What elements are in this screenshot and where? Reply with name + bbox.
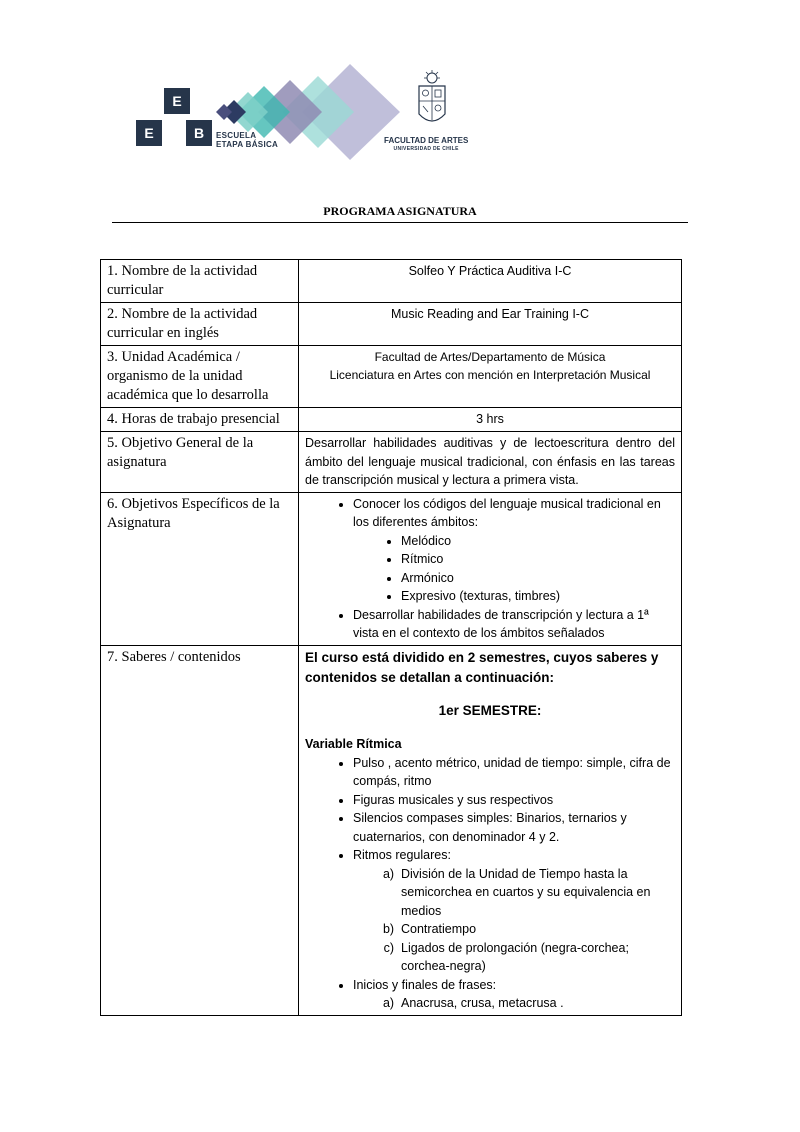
list-item: c. Ligados de prolongación (negra-corchea; corchea-negra) bbox=[401, 939, 675, 976]
list-item: • Desarrollar habilidades de transcripción y lectura a 1ª vista en el contexto de los ámbitos señalados bbox=[353, 606, 675, 643]
row-label: 7. Saberes / contenidos bbox=[101, 645, 299, 1015]
academic-unit bbox=[299, 346, 682, 408]
contents-intro: El curso está dividido en 2 semestres, cuyos saberes y contenidos se detallan a continuación: bbox=[305, 649, 659, 685]
list-item-text: Ritmos regulares: bbox=[353, 848, 451, 862]
regular-rhythms-list bbox=[353, 865, 675, 976]
objectives-list bbox=[305, 495, 675, 643]
row-label: 2. Nombre de la actividad curricular en inglés bbox=[101, 303, 299, 346]
contact-hours: 3 hrs bbox=[299, 408, 682, 432]
row-label: 3. Unidad Académica / organismo de la unidad académica que lo desarrolla bbox=[101, 346, 299, 408]
objective-text: Conocer los códigos del lenguaje musical tradicional en los diferentes ámbitos: bbox=[353, 496, 661, 529]
eb-logo-square-top: E bbox=[164, 88, 190, 114]
eb-name-line2: ETAPA BÁSICA bbox=[216, 140, 279, 149]
list-item: • Pulso , acento métrico, unidad de tiempo: simple, cifra de compás, ritmo bbox=[353, 754, 675, 791]
rhythmic-contents-list bbox=[305, 754, 675, 1013]
list-item: • Rítmico bbox=[401, 550, 675, 569]
variable-heading: Variable Rítmica bbox=[305, 737, 402, 751]
specific-objectives bbox=[299, 492, 682, 645]
row-label: 5. Objetivo General de la asignatura bbox=[101, 432, 299, 493]
list-item: • Melódico bbox=[401, 532, 675, 551]
list-item: b. Contratiempo bbox=[401, 920, 675, 939]
academic-unit-line2: Licenciatura en Artes con mención en Interpretación Musical bbox=[329, 368, 651, 382]
eb-logo-square-left: E bbox=[136, 120, 162, 146]
course-name: Solfeo Y Práctica Auditiva I-C bbox=[299, 260, 682, 303]
general-objective: Desarrollar habilidades auditivas y de lectoescritura dentro del ámbito del lenguaje musical tradicional, con énfasis en las tareas de transcripción musical y lectura a primera vista. bbox=[299, 432, 682, 493]
table-row bbox=[101, 346, 682, 408]
academic-unit-line1: Facultad de Artes/Departamento de Música bbox=[374, 350, 606, 364]
university-crest-icon bbox=[415, 70, 449, 132]
table-row bbox=[101, 645, 682, 1015]
document-title: PROGRAMA ASIGNATURA bbox=[323, 204, 477, 218]
list-item bbox=[353, 846, 675, 976]
row-label: 4. Horas de trabajo presencial bbox=[101, 408, 299, 432]
list-item: • Armónico bbox=[401, 569, 675, 588]
eb-name-line1: ESCUELA bbox=[216, 131, 257, 140]
table-row bbox=[101, 408, 682, 432]
list-item: • Silencios compases simples: Binarios, ternarios y cuaternarios, con denominador 4 y 2. bbox=[353, 809, 675, 846]
list-item bbox=[353, 495, 675, 606]
areas-list bbox=[353, 532, 675, 606]
list-item: a. Anacrusa, crusa, metacrusa . bbox=[401, 994, 675, 1013]
table-row bbox=[101, 492, 682, 645]
faculty-title: FACULTAD DE ARTES bbox=[384, 136, 469, 145]
eb-logo-square-right: B bbox=[186, 120, 212, 146]
table-row bbox=[101, 260, 682, 303]
program-table bbox=[100, 259, 682, 1016]
title-underline bbox=[112, 222, 688, 223]
table-row bbox=[101, 432, 682, 493]
list-item bbox=[353, 976, 675, 1013]
row-label: 1. Nombre de la actividad curricular bbox=[101, 260, 299, 303]
semester-heading: 1er SEMESTRE: bbox=[438, 702, 542, 718]
header-logos bbox=[136, 62, 496, 162]
faculty-name bbox=[384, 136, 468, 154]
table-row bbox=[101, 303, 682, 346]
row-label: 6. Objetivos Específicos de la Asignatura bbox=[101, 492, 299, 645]
list-item: • Figuras musicales y sus respectivos bbox=[353, 791, 675, 810]
list-item: • Expresivo (texturas, timbres) bbox=[401, 587, 675, 606]
eb-name bbox=[216, 131, 278, 149]
list-item-text: Inicios y finales de frases: bbox=[353, 977, 497, 992]
list-item: a. División de la Unidad de Tiempo hasta la semicorchea en cuartos y su equivalencia en medios bbox=[401, 865, 675, 921]
university-name: UNIVERSIDAD DE CHILE bbox=[393, 146, 459, 152]
course-name-english: Music Reading and Ear Training I-C bbox=[299, 303, 682, 346]
contents bbox=[299, 645, 682, 1015]
phrases-list bbox=[353, 994, 675, 1013]
